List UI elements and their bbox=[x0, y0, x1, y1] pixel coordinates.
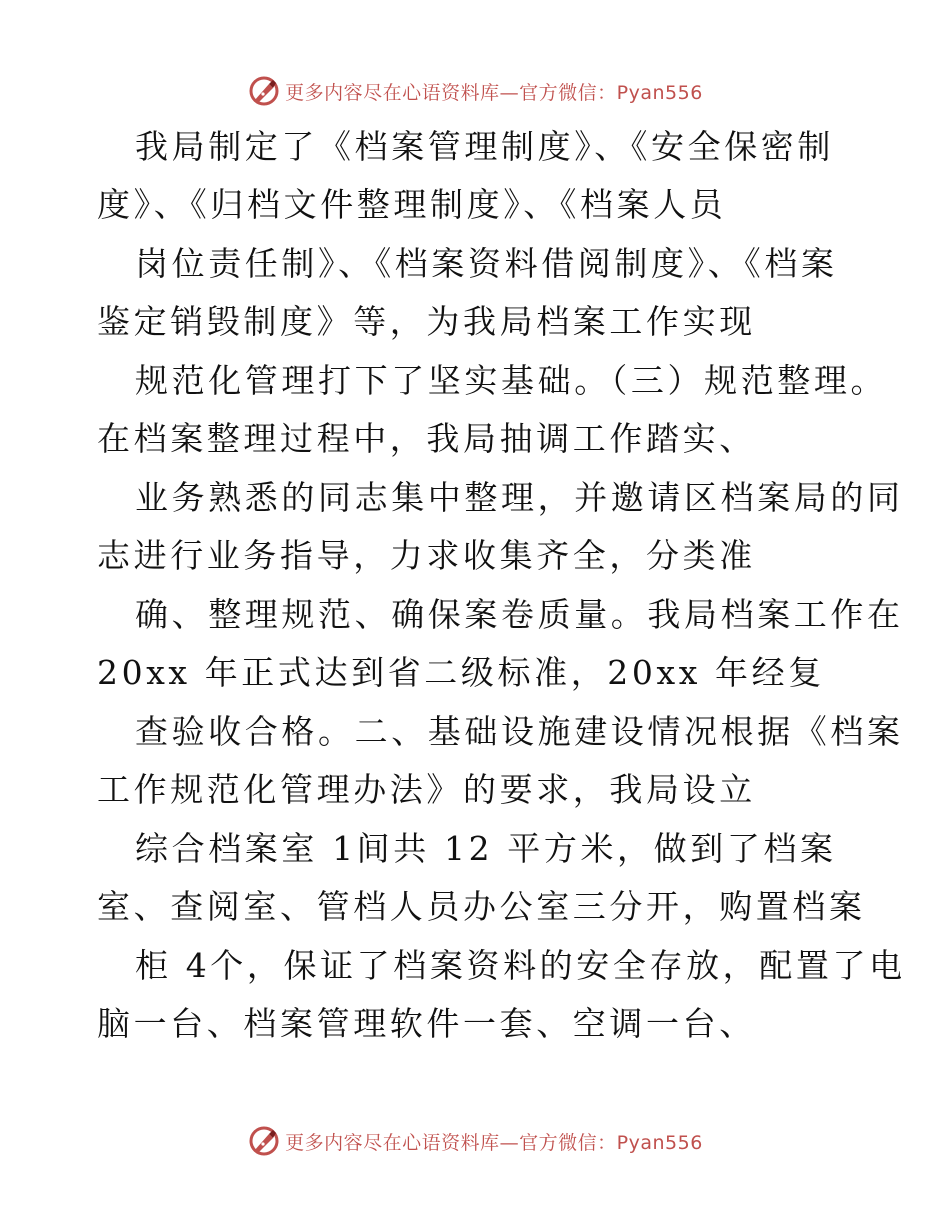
body-line: 岗位责任制》、《档案资料借阅制度》、《档案 bbox=[135, 244, 838, 283]
body-line: 室、查阅室、管档人员办公室三分开，购置档案 bbox=[97, 887, 866, 926]
body-line: 工作规范化管理办法》的要求，我局设立 bbox=[97, 770, 756, 809]
body-line: 规范化管理打下了坚实基础。（三）规范整理。 bbox=[135, 361, 888, 400]
body-line: 在档案整理过程中，我局抽调工作踏实、 bbox=[97, 419, 756, 458]
body-line: 度》、《归档文件整理制度》、《档案人员 bbox=[97, 185, 727, 224]
body-line: 确、整理规范、确保案卷质量。我局档案工作在 bbox=[135, 595, 904, 634]
body-line: 综合档案室 1间共 12 平方米，做到了档案 bbox=[135, 829, 837, 868]
body-line: 20xx 年正式达到省二级标准，20xx 年经复 bbox=[97, 653, 825, 692]
body-line: 志进行业务指导，力求收集齐全，分类准 bbox=[97, 536, 756, 575]
watermark-wechat-id: Pyan556 bbox=[616, 81, 703, 104]
pen-nib-circle-icon bbox=[247, 74, 281, 108]
body-line: 鉴定销毁制度》等，为我局档案工作实现 bbox=[97, 302, 756, 341]
body-line: 脑一台、档案管理软件一套、空调一台、 bbox=[97, 1004, 756, 1043]
body-line: 柜 4个，保证了档案资料的安全存放，配置了电 bbox=[135, 946, 906, 985]
watermark-text: 更多内容尽在心语资料库—官方微信：Pyan556 bbox=[285, 81, 703, 104]
body-line: 查验收合格。二、基础设施建设情况根据《档案 bbox=[135, 712, 904, 751]
header-watermark bbox=[0, 71, 950, 111]
body-line: 我局制定了《档案管理制度》、《安全保密制 bbox=[135, 127, 834, 166]
watermark-text: 更多内容尽在心语资料库—官方微信：Pyan556 bbox=[285, 1131, 703, 1154]
footer-watermark bbox=[0, 1121, 950, 1161]
body-line: 业务熟悉的同志集中整理，并邀请区档案局的同 bbox=[135, 478, 904, 517]
pen-nib-circle-icon bbox=[247, 1124, 281, 1158]
watermark-wechat-id: Pyan556 bbox=[616, 1131, 703, 1154]
